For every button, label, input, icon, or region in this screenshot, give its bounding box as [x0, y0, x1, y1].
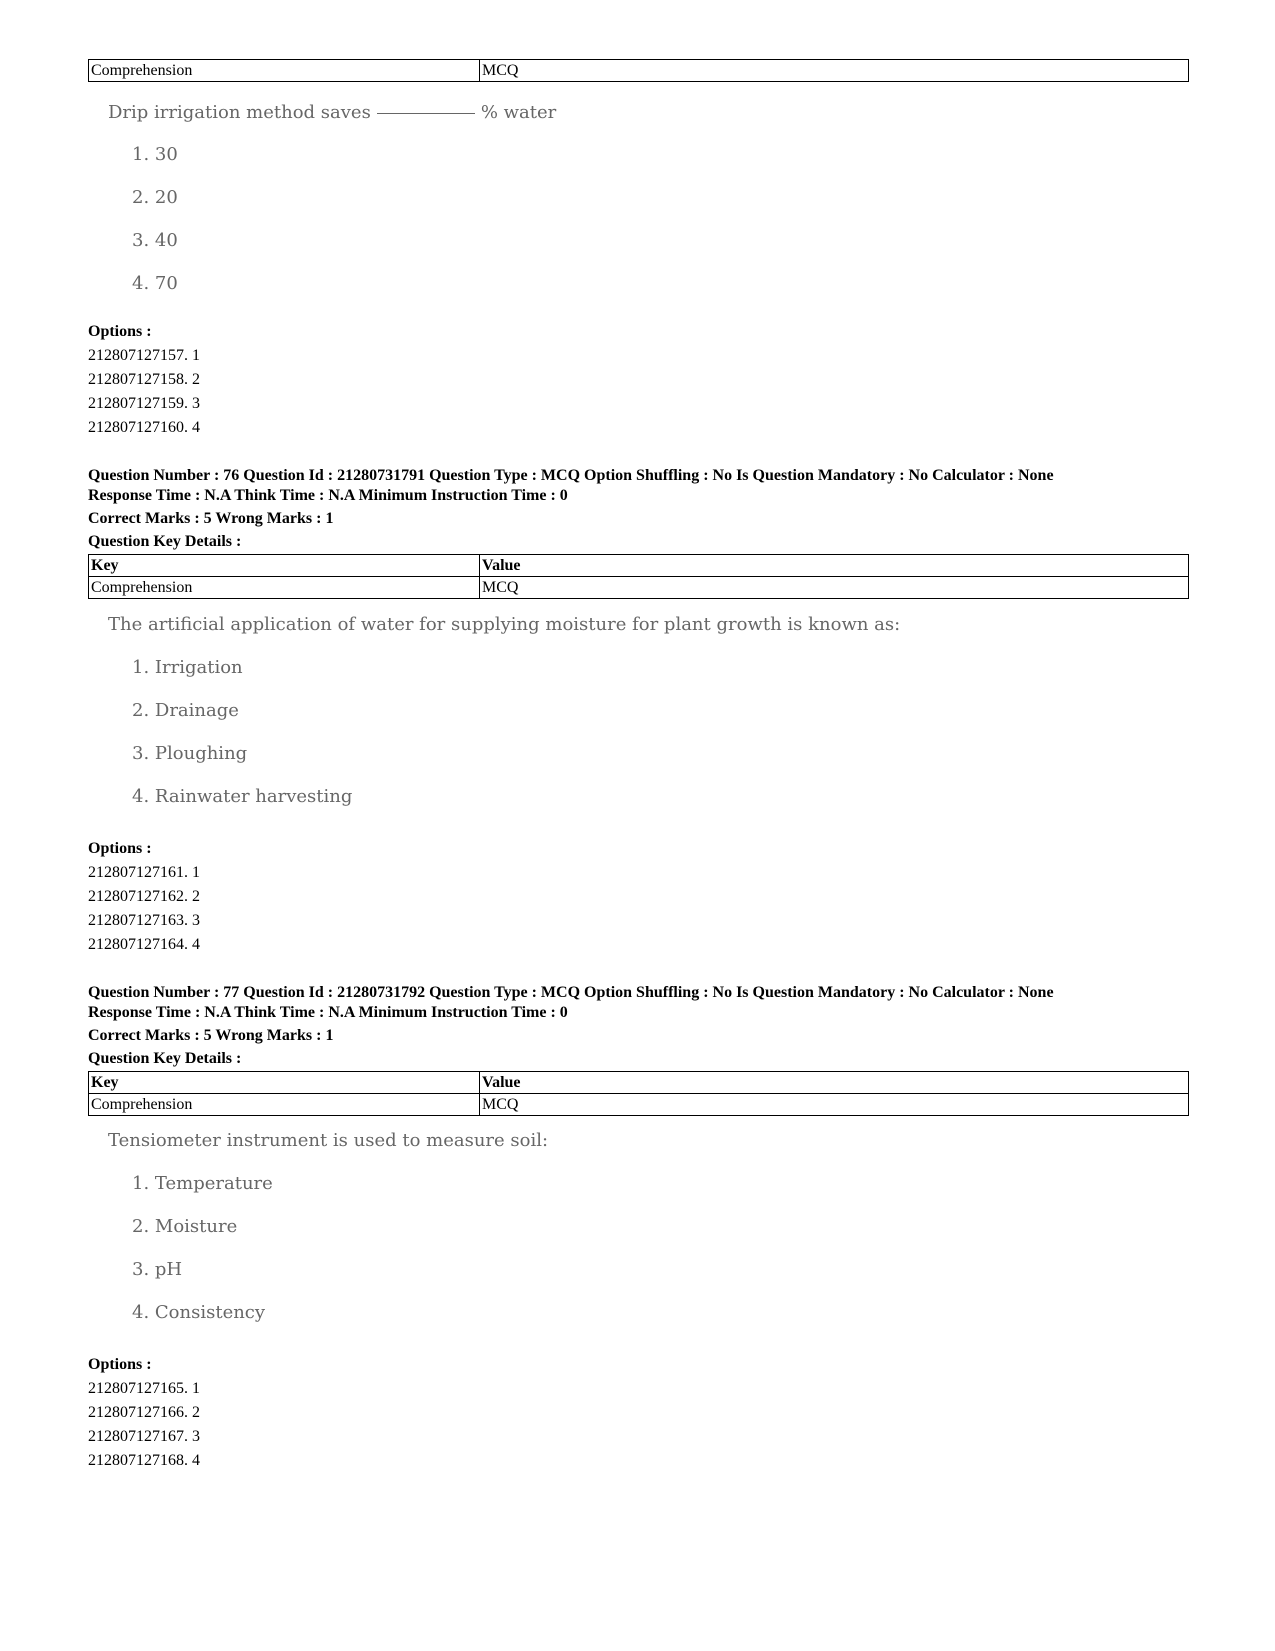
options-label: Options :: [88, 1356, 152, 1373]
options-label: Options :: [88, 840, 152, 857]
question-meta-line: Question Number : 76 Question Id : 21280731791 Question Type : MCQ Option Shuffling : No Is Question Mandatory : No Calculator : None: [88, 467, 1054, 484]
table-header-row: [89, 555, 1189, 577]
question-choice: 3. 40: [132, 230, 178, 251]
q76-options: [88, 837, 200, 957]
q77-meta: [88, 983, 1198, 1069]
q75-key-table: [88, 59, 1189, 82]
option-item: 212807127168. 4: [88, 1452, 200, 1469]
q76-key-table: [88, 554, 1189, 599]
option-item: 212807127165. 1: [88, 1380, 200, 1397]
table-row: [89, 577, 1189, 599]
options-label: Options :: [88, 323, 152, 340]
table-cell-key: Comprehension: [89, 577, 480, 599]
question-choice: 1. Temperature: [132, 1173, 273, 1194]
question-stem: Drip irrigation method saves % water: [108, 102, 557, 123]
option-item: 212807127164. 4: [88, 936, 200, 953]
question-choice: 2. Moisture: [132, 1216, 238, 1237]
q76-question-image: [108, 614, 900, 829]
key-details-label: Question Key Details :: [88, 1050, 242, 1067]
marks-line: Correct Marks : 5 Wrong Marks : 1: [88, 1027, 334, 1044]
table-cell-key: Comprehension: [89, 1094, 480, 1116]
question-choice: 4. Rainwater harvesting: [132, 786, 353, 807]
question-choice: 4. Consistency: [132, 1302, 266, 1323]
option-item: 212807127163. 3: [88, 912, 200, 929]
question-meta-line: Question Number : 77 Question Id : 21280731792 Question Type : MCQ Option Shuffling : No Is Question Mandatory : No Calculator : None: [88, 984, 1054, 1001]
table-cell-value: MCQ: [480, 1094, 1189, 1116]
table-row: [89, 60, 1189, 82]
question-choice: 1. 30: [132, 144, 178, 165]
question-choice: 3. Ploughing: [132, 743, 248, 764]
question-choice: 3. pH: [132, 1259, 183, 1280]
question-choice: 2. Drainage: [132, 700, 239, 721]
option-item: 212807127167. 3: [88, 1428, 200, 1445]
question-choice: 2. 20: [132, 187, 178, 208]
option-item: 212807127160. 4: [88, 419, 200, 436]
question-meta-line: Response Time : N.A Think Time : N.A Minimum Instruction Time : 0: [88, 1004, 568, 1021]
table-cell-key: Comprehension: [89, 60, 480, 82]
question-meta-line: Response Time : N.A Think Time : N.A Minimum Instruction Time : 0: [88, 487, 568, 504]
option-item: 212807127166. 2: [88, 1404, 200, 1421]
table-header-row: [89, 1072, 1189, 1094]
table-cell-value: MCQ: [480, 60, 1189, 82]
option-item: 212807127158. 2: [88, 371, 200, 388]
table-cell-value: MCQ: [480, 577, 1189, 599]
question-stem: Tensiometer instrument is used to measure soil:: [108, 1130, 549, 1151]
q75-options: [88, 320, 200, 440]
q76-meta: [88, 466, 1198, 552]
q77-key-table: [88, 1071, 1189, 1116]
table-row: [89, 1094, 1189, 1116]
question-choice: 4. 70: [132, 273, 178, 294]
option-item: 212807127161. 1: [88, 864, 200, 881]
table-header-key: Key: [89, 1072, 480, 1094]
table-header-key: Key: [89, 555, 480, 577]
question-choice: 1. Irrigation: [132, 657, 243, 678]
q77-options: [88, 1353, 200, 1473]
option-item: 212807127157. 1: [88, 347, 200, 364]
key-details-label: Question Key Details :: [88, 533, 242, 550]
q75-question-image: [108, 102, 556, 316]
question-stem: The artificial application of water for supplying moisture for plant growth is known as:: [108, 614, 901, 635]
option-item: 212807127162. 2: [88, 888, 200, 905]
blank-line: [377, 113, 475, 114]
option-item: 212807127159. 3: [88, 395, 200, 412]
marks-line: Correct Marks : 5 Wrong Marks : 1: [88, 510, 334, 527]
table-header-value: Value: [480, 555, 1189, 577]
q77-question-image: [108, 1130, 548, 1345]
table-header-value: Value: [480, 1072, 1189, 1094]
